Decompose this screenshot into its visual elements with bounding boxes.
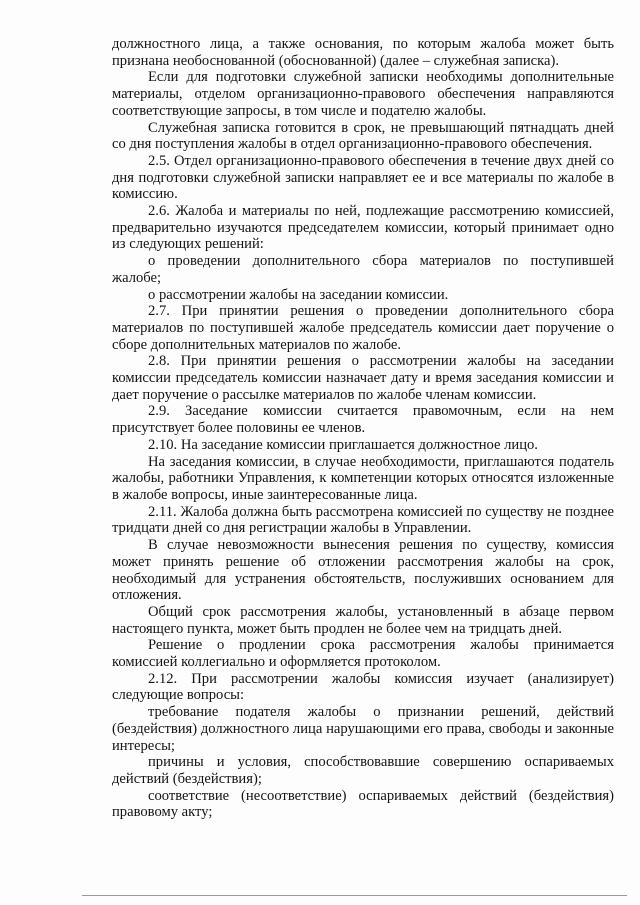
paragraph: 2.6. Жалоба и материалы по ней, подлежащие рассмотрению комиссией, предварительно изучаются председателем комиссии, который принимает одно из следующих решений:: [112, 203, 614, 253]
paragraph: 2.9. Заседание комиссии считается правомочным, если на нем присутствует более половины ее членов.: [112, 403, 614, 437]
paragraph: соответствие (несоответствие) оспариваемых действий (бездействия) правовому акту;: [112, 787, 614, 821]
paragraph: должностного лица, а также основания, по которым жалоба может быть признана необоснованной (обоснованной) (далее – служебная записка).: [112, 36, 614, 69]
paragraph: Общий срок рассмотрения жалобы, установленный в абзаце первом настоящего пункта, может быть продлен не более чем на тридцать дней.: [112, 603, 614, 637]
paragraph: В случае невозможности вынесения решения по существу, комиссия может принять решение об отложении рассмотрения жалобы на срок, необходимый для устранения обстоятельств, послуживших основанием для отложения.: [112, 537, 614, 604]
paragraph: о рассмотрении жалобы на заседании комиссии.: [148, 286, 449, 303]
page-bottom-rule: [82, 895, 627, 896]
paragraph: 2.5. Отдел организационно-правового обеспечения в течение двух дней со дня подготовки служебной записки направляет ее и все материалы по жалобе в комиссию.: [112, 152, 614, 203]
paragraph: Если для подготовки служебной записки необходимы дополнительные материалы, отделом организационно-правового обеспечения направляются соответствующие запросы, в том числе и подателю жалобы.: [112, 69, 614, 119]
paragraph: причины и условия, способствовавшие совершению оспариваемых действий (бездействия);: [112, 754, 614, 787]
paragraph: о проведении дополнительного сбора материалов по поступившей жалобе;: [112, 253, 614, 286]
paragraph: 2.10. На заседание комиссии приглашается должностное лицо.: [148, 436, 538, 453]
paragraph: требование подателя жалобы о признании решений, действий (бездействия) должностного лица нарушающими его права, свободы и законные интересы;: [112, 704, 614, 754]
paragraph: Служебная записка готовится в срок, не превышающий пятнадцать дней со дня поступления жалобы в отдел организационно-правового обеспечения.: [112, 119, 614, 153]
document-body: [112, 36, 614, 821]
paragraph: Решение о продлении срока рассмотрения жалобы принимается комиссией коллегиально и оформляется протоколом.: [112, 637, 614, 671]
paragraph: 2.8. При принятии решения о рассмотрении жалобы на заседании комиссии председатель комиссии назначает дату и время заседания комиссии и дает поручение о рассылке материалов по жалобе членам комиссии.: [112, 353, 614, 403]
paragraph: 2.12. При рассмотрении жалобы комиссия изучает (анализирует) следующие вопросы:: [112, 670, 614, 704]
paragraph: На заседания комиссии, в случае необходимости, приглашаются податель жалобы, работники Управления, к компетенции которых относятся изложенные в жалобе вопросы, иные заинтересованные лица.: [112, 453, 614, 503]
paragraph: 2.7. При принятии решения о проведении дополнительного сбора материалов по поступившей жалобе председатель комиссии дает поручение о сборе дополнительных материалов по жалобе.: [112, 303, 614, 353]
paragraph: 2.11. Жалоба должна быть рассмотрена комиссией по существу не позднее тридцати дней со дня регистрации жалобы в Управлении.: [112, 503, 614, 537]
